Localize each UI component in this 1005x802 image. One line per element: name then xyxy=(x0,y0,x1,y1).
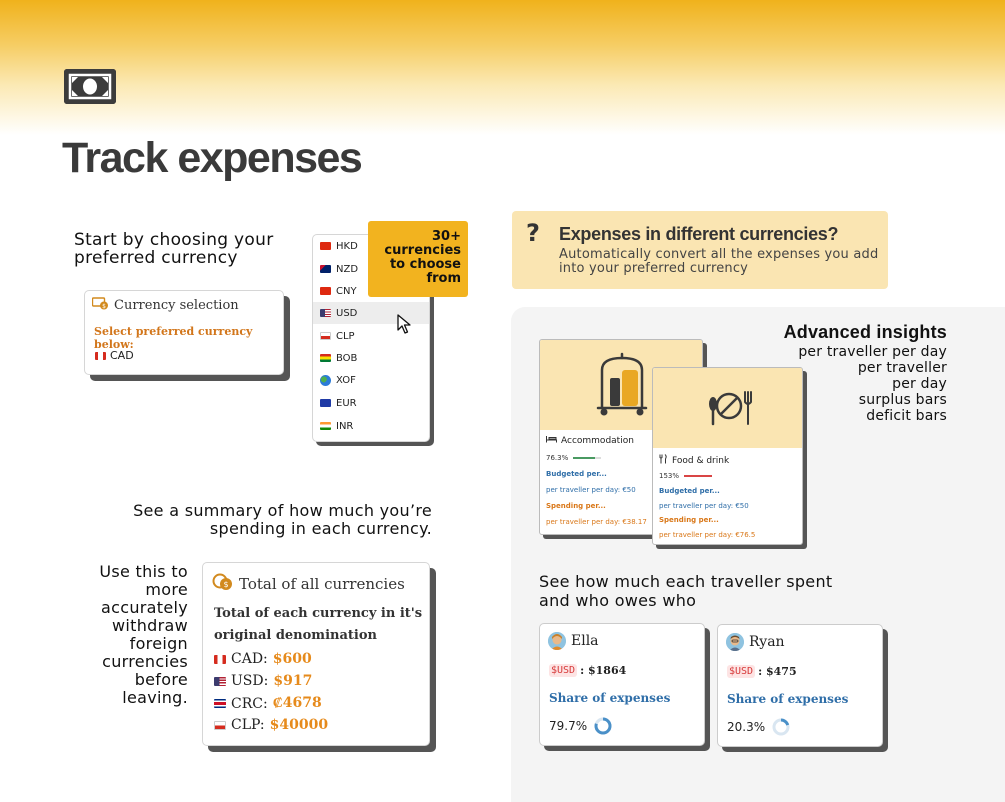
share-donut-icon xyxy=(772,718,790,736)
selected-currency[interactable] xyxy=(95,349,134,362)
currency-tag: $USD xyxy=(551,665,576,676)
india-flag-icon xyxy=(320,422,331,430)
currency-code: HKD xyxy=(336,240,358,252)
currency-selection-title: Currency selection xyxy=(114,298,239,313)
category-percent: 153% xyxy=(659,472,712,480)
budget-label: Budgeted per... xyxy=(546,470,607,478)
total-row-usd: USD: $917 xyxy=(214,673,312,689)
category-name: Accommodation xyxy=(546,435,634,446)
budget-value: per traveller per day: €50 xyxy=(546,486,636,494)
share-donut-icon xyxy=(594,717,612,735)
traveller-amount: $USD : $1864 xyxy=(551,664,627,677)
intro-text: Start by choosing your preferred currency xyxy=(74,230,274,268)
currencies-count-badge: 30+ currencies to choose from xyxy=(368,221,468,297)
selected-currency-code: CAD xyxy=(110,349,134,362)
hong-kong-flag-icon xyxy=(320,242,331,250)
spend-label: Spending per... xyxy=(659,516,719,524)
traveller-card-ella[interactable] xyxy=(539,623,705,746)
traveller-name: Ella xyxy=(571,633,599,649)
insight-item: surplus bars xyxy=(858,392,947,408)
withdraw-hint-text: Use this to more accurately withdraw foreign currencies before leaving. xyxy=(99,562,188,707)
page-title: Track expenses xyxy=(62,134,362,182)
insight-item: per traveller xyxy=(857,360,947,376)
budget-value: per traveller per day: €50 xyxy=(659,502,749,510)
total-currencies-subtitle: Total of each currency in it's original denomination xyxy=(214,606,423,643)
category-name: Food & drink xyxy=(659,454,729,467)
spend-label: Spending per... xyxy=(546,502,606,510)
new-zealand-flag-icon xyxy=(320,265,331,273)
utensils-icon xyxy=(659,454,668,467)
money-icon xyxy=(92,297,109,314)
budget-label: Budgeted per... xyxy=(659,487,720,495)
coins-icon xyxy=(212,573,234,595)
category-card-food[interactable] xyxy=(652,367,803,545)
total-row-crc: CRC: ₡4678 xyxy=(214,695,322,712)
share-label: Share of expenses xyxy=(727,692,849,706)
total-row-cad: CAD: $600 xyxy=(214,651,312,667)
currency-code: XOF xyxy=(336,374,356,386)
advanced-insights-title: Advanced insights xyxy=(783,322,947,342)
category-percent: 76.3% xyxy=(546,454,601,462)
canada-flag-icon xyxy=(95,352,106,360)
currency-info-box xyxy=(512,211,888,289)
currency-code: CNY xyxy=(336,285,357,297)
currency-item-bob[interactable] xyxy=(313,347,429,369)
currency-tag: $USD xyxy=(729,666,754,677)
category-progress-fill xyxy=(684,475,712,477)
bed-icon xyxy=(546,435,557,446)
currency-selection-card xyxy=(84,290,284,375)
avatar-ryan xyxy=(726,633,744,651)
avatar-ella xyxy=(548,632,566,650)
currency-code: BOB xyxy=(336,352,358,364)
insight-item: per day xyxy=(892,376,947,392)
currency-code: USD xyxy=(336,307,358,319)
traveller-card-ryan[interactable] xyxy=(717,624,883,747)
canada-flag-icon xyxy=(214,655,226,664)
traveller-amount: $USD : $475 xyxy=(729,665,797,678)
bolivia-flag-icon xyxy=(320,354,331,362)
currency-selection-subtitle: Select preferred currency below: xyxy=(94,325,253,351)
currency-code: CLP xyxy=(336,330,355,342)
share-percent: 79.7% xyxy=(549,717,612,735)
total-row-clp: CLP: $40000 xyxy=(214,717,328,733)
currency-info-description: Automatically convert all the expenses you add into your preferred currency xyxy=(559,247,879,276)
category-progress-fill xyxy=(573,457,594,459)
share-percent: 20.3% xyxy=(727,718,790,736)
costa-rica-flag-icon xyxy=(214,699,226,708)
mouse-pointer-icon xyxy=(397,314,413,334)
insight-item: deficit bars xyxy=(866,408,947,424)
united-states-flag-icon xyxy=(320,309,331,317)
globe-icon xyxy=(320,375,331,386)
travellers-heading: See how much each traveller spent and who owes who xyxy=(539,572,833,610)
summary-text: See a summary of how much you’re spending in each currency. xyxy=(133,501,432,538)
currency-item-eur[interactable] xyxy=(313,392,429,414)
spend-value: per traveller per day: €38.17 xyxy=(546,518,647,526)
traveller-name: Ryan xyxy=(749,634,785,650)
share-label: Share of expenses xyxy=(549,691,671,705)
category-progress-bar xyxy=(573,457,601,459)
banknote-icon xyxy=(64,69,116,104)
chile-flag-icon xyxy=(214,721,226,730)
currency-item-xof[interactable] xyxy=(313,369,429,391)
china-flag-icon xyxy=(320,287,331,295)
chile-flag-icon xyxy=(320,332,331,340)
currency-item-inr[interactable] xyxy=(313,415,429,437)
plate-cutlery-icon xyxy=(653,368,802,448)
currency-code: INR xyxy=(336,420,354,432)
european-union-flag-icon xyxy=(320,399,331,407)
currency-code: NZD xyxy=(336,263,359,275)
currency-code: EUR xyxy=(336,397,357,409)
category-progress-bar xyxy=(684,475,712,477)
svg-text:$: $ xyxy=(102,303,106,310)
svg-text:$: $ xyxy=(223,580,229,589)
insight-item: per traveller per day xyxy=(798,344,947,360)
total-currencies-title: Total of all currencies xyxy=(239,575,405,593)
spend-value: per traveller per day: €76.5 xyxy=(659,531,756,539)
question-mark-icon: ? xyxy=(526,219,540,247)
united-states-flag-icon xyxy=(214,677,226,686)
currency-info-title: Expenses in different currencies? xyxy=(559,224,839,244)
total-currencies-card xyxy=(202,562,430,746)
